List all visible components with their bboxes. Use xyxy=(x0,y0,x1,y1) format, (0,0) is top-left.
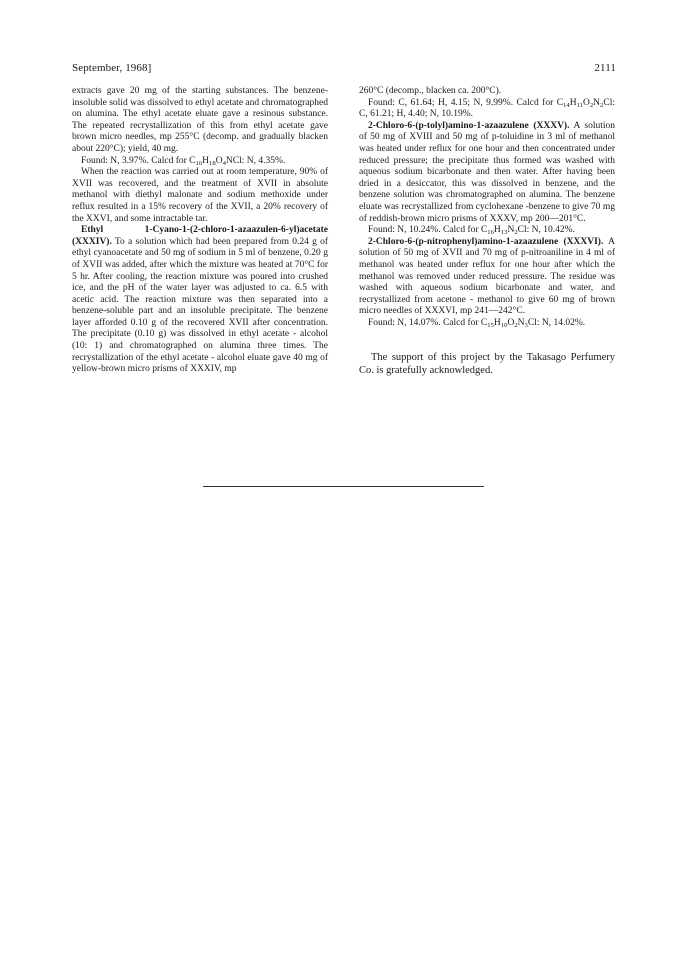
subscript: 18 xyxy=(209,159,216,167)
subscript: 2 xyxy=(514,321,518,329)
text-run: Found: N, 14.07%. Calcd for C xyxy=(368,317,488,328)
compound-heading: 2-Chloro-6-(p-nitrophenyl)amino-1-azaazulene (XXXVI). xyxy=(368,236,604,247)
left-column xyxy=(72,86,328,376)
paragraph: 260°C (decomp., blacken ca. 200°C). xyxy=(359,86,502,96)
page-number: 2111 xyxy=(594,62,616,74)
text-run: NCl: N, 4.35%. xyxy=(225,155,286,166)
compound-heading: 2-Chloro-6-(p-tolyl)amino-1-azaazulene (XXXV). xyxy=(368,120,570,131)
end-rule xyxy=(203,486,484,487)
subscript: 2 xyxy=(589,101,594,109)
running-head-date: September, 1968] xyxy=(72,62,152,74)
subscript: 16 xyxy=(487,229,494,237)
text-run: H xyxy=(493,317,501,328)
text-run: O xyxy=(582,97,590,108)
subscript: 2 xyxy=(600,101,604,109)
text-run: Found: N, 3.97%. Calcd for C xyxy=(81,155,196,166)
text-run: H xyxy=(202,155,210,166)
acknowledgment: The support of this project by the Takasago Perfumery Co. is gratefully acknowledged. xyxy=(359,352,615,377)
compound-heading: Ethyl 1-Cyano-1-(2-chloro-1-azaazulen-6-yl)acetate (XXXIV). xyxy=(72,225,328,247)
text-run: Found: N, 10.24%. Calcd for C xyxy=(368,225,488,236)
compound-paragraph xyxy=(359,121,615,225)
subscript: 2 xyxy=(514,229,518,237)
text-run: A solution of 50 mg of XVII and 70 mg of p-nitroaniline in 4 ml of methanol was heated under reflux for one hour after which the methanol was removed under reduced pressure. The residue was washed with aqueous sodium bicarbonate and water, and recrystallized from acetone - methanol to give 60 mg of brown micro needles of XXXVI, mp 241—242°C. xyxy=(359,236,616,317)
text-run: N xyxy=(593,97,601,108)
text-run: N xyxy=(517,317,525,328)
text-run: H xyxy=(569,97,577,108)
subscript: 3 xyxy=(524,321,528,329)
text-run: To a solution which had been prepared from 0.24 g of ethyl cyanoacetate and 50 mg of sodium in 5 ml of benzene, 0.20 g of XVII was added, after which the mixture was heated at 70°C for 5 hr. After cooling, the reaction mixture was poured into crushed ice, and the pH of the water layer was adjusted to ca. 6.5 with acetic acid. The reaction mixture was then separated into a benzene-soluble part and an insoluble precipitate. The benzene layer afforded 0.10 g of the recovered XVII after concentration. The precipitate (0.10 g) was dissolved in ethyl acetate - alcohol (10: 1) and chromatographed on alumina three times. The recrystallization of the ethyl acetate - alcohol eluate gave 40 mg of yellow-brown micro prisms of XXXIV, mp xyxy=(72,236,328,375)
paragraph: extracts gave 20 mg of the starting substances. The benzene-insoluble solid was dissolved to ethyl acetate and chromatographed on alumina. The ethyl acetate eluate gave a resinous substance. The repeated recrystallization of this from ethyl acetate gave brown micro needles, mp 255°C (decomp. and gradually blacken about 220°C); yield, 40 mg. xyxy=(72,86,328,154)
compound-paragraph xyxy=(359,237,615,318)
text-run: Found: C, 61.64; H, 4.15; N, 9.99%. Calcd for C xyxy=(368,97,564,108)
subscript: 15 xyxy=(487,321,494,329)
text-run: O xyxy=(215,155,223,166)
subscript: 11 xyxy=(576,101,583,109)
text-run: Cl: N, 10.42%. xyxy=(517,225,575,236)
text-run: Cl: C, 61.21; H, 4.40; N, 10.19%. xyxy=(359,97,615,120)
text-run: A solution of 50 mg of XVIII and 50 mg of p-toluidine in 3 ml of methanol was heated under reflux for one hour and then concentrated under reduced pressure; the precipitate thus formed was washed with aqueous sodium bicarbonate and then water. After having been dried in a desiccator, this was dissolved in benzene, and the benzene solution was chromatographed on alumina. The benzene eluate was recrystallized from cyclohexane -benzene to give 70 mg of reddish-brown micro prisms of XXXV, mp 200—201°C. xyxy=(359,120,615,224)
text-run: O xyxy=(507,317,515,328)
subscript: 4 xyxy=(222,159,226,167)
paragraph: When the reaction was carried out at room temperature, 90% of XVII was recovered, and the treatment of XVII in absolute methanol with diethyl malonate and sodium methoxide under reflux resulted in a 15% recovery of the XVII, a 20% recovery of the XXVI, and some intractable tar. xyxy=(72,167,328,224)
subscript: 14 xyxy=(563,101,570,109)
subscript: 13 xyxy=(500,229,508,237)
text-run: H xyxy=(493,225,501,236)
analysis-paragraph xyxy=(359,98,615,121)
text-run: Cl: N, 14.02%. xyxy=(527,317,586,328)
text-run: N xyxy=(507,225,515,236)
compound-paragraph xyxy=(72,225,328,376)
analysis-paragraph xyxy=(72,156,328,168)
analysis-paragraph xyxy=(359,318,615,330)
right-column xyxy=(359,86,615,377)
subscript: 10 xyxy=(500,321,508,329)
analysis-paragraph xyxy=(359,225,615,237)
subscript: 16 xyxy=(195,159,203,167)
